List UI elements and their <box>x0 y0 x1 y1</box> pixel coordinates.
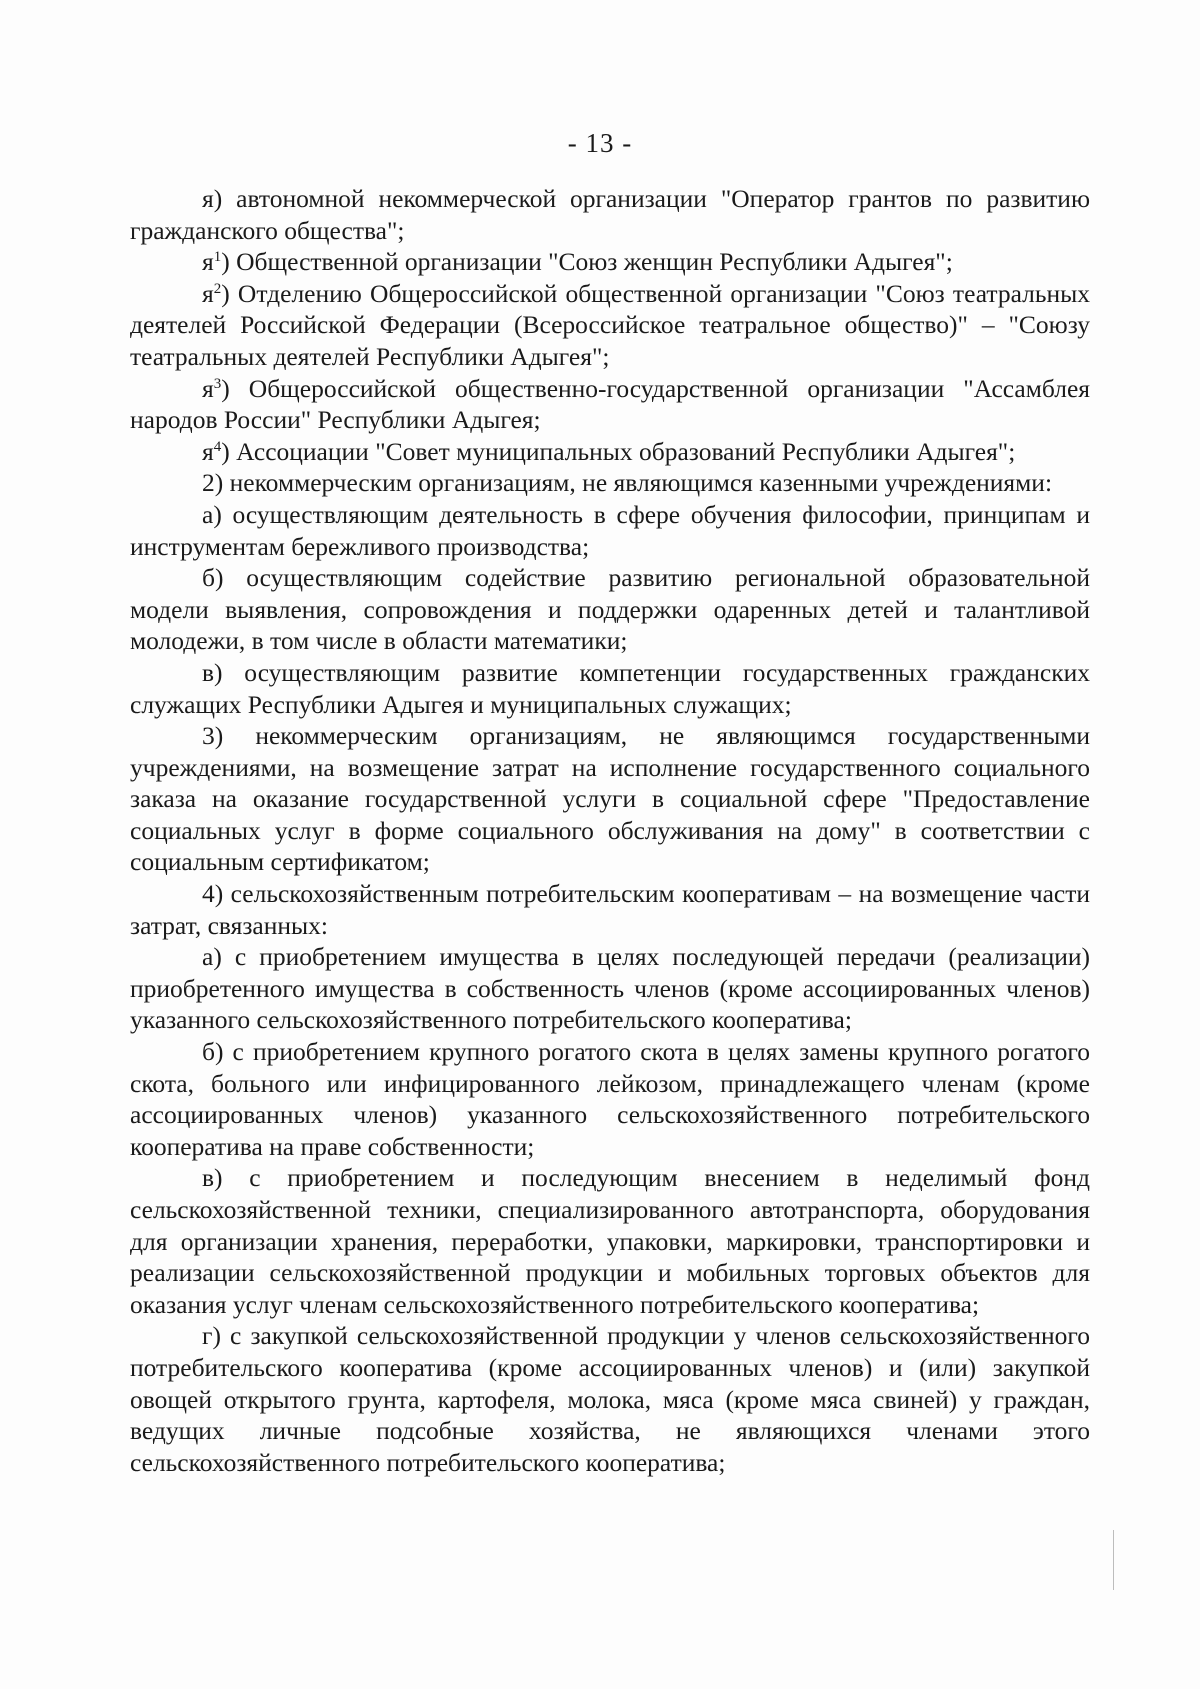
list-marker: я <box>202 278 214 308</box>
paragraph-2a <box>130 499 1090 562</box>
paragraph-text: с приобретением крупного рогатого скота в целях замены крупного рогатого скота, больного или инфицированного лейкозом, принадлежащего членам (кроме ассоциированных членов) указанного сельскохозяйственного потребительского кооператива на праве собственности; <box>130 1037 1090 1161</box>
paragraph-text: осуществляющим деятельность в сфере обучения философии, принципам и инструментам бережливого производства; <box>130 499 1090 561</box>
paragraph-text: с закупкой сельскохозяйственной продукции у членов сельскохозяйственного потребительского кооператива (кроме ассоциированных членов) и (или) закупкой овощей открытого грунта, картофеля, молока, мяса (кроме мяса свиней) у граждан, ведущих личные подсобные хозяйства, не являющихся членами этого сельскохозяйственного потребительского кооператива; <box>130 1321 1090 1477</box>
paragraph-ya <box>130 183 1090 246</box>
paragraph-2b <box>130 562 1090 657</box>
paragraph-2v <box>130 657 1090 720</box>
scan-edge-mark <box>1113 1530 1114 1590</box>
list-marker: я <box>202 373 214 403</box>
paragraph-text: ) Отделению Общероссийской общественной организации "Союз театральных деятелей Российской Федерации (Всероссийское театральное общество)" – "Союзу театральных деятелей Республики Адыгея"; <box>130 278 1090 371</box>
list-marker: б) <box>202 563 224 593</box>
paragraph-4g <box>130 1320 1090 1478</box>
paragraph-4v <box>130 1162 1090 1320</box>
page-number: - 13 - <box>567 128 633 158</box>
paragraph-text: некоммерческим организациям, не являющимся государственными учреждениями, на возмещение затрат на исполнение государственного социального заказа на оказание государственной услуги в социальной сфере "Предоставление социальных услуг в форме социального обслуживания на дому" в соответствии с социальным сертификатом; <box>130 721 1090 877</box>
paragraph-text: осуществляющим развитие компетенции государственных гражданских служащих Республики Адыгея и муниципальных служащих; <box>130 657 1090 719</box>
list-marker: а) <box>202 942 222 972</box>
document-body <box>130 183 1090 1478</box>
list-marker: 2) <box>202 468 224 498</box>
list-marker: я <box>202 436 214 466</box>
paragraph-ya2 <box>130 278 1090 373</box>
paragraph-text: ) Общероссийской общественно-государственной организации "Ассамблея народов России" Республики Адыгея; <box>130 373 1090 435</box>
paragraph-ya4 <box>130 436 1090 468</box>
list-marker: в) <box>202 1163 223 1193</box>
paragraph-4 <box>130 878 1090 941</box>
superscript-index: 3 <box>213 375 222 392</box>
list-marker: а) <box>202 499 222 529</box>
list-marker: 3) <box>202 721 224 751</box>
paragraph-2 <box>130 467 1090 499</box>
superscript-index: 4 <box>213 438 222 455</box>
paragraph-ya1 <box>130 246 1090 278</box>
superscript-index: 1 <box>213 249 222 266</box>
paragraph-ya3 <box>130 373 1090 436</box>
list-marker: я <box>202 247 214 277</box>
paragraph-text: сельскохозяйственным потребительским кооперативам – на возмещение части затрат, связанных: <box>130 879 1090 940</box>
list-marker: г) <box>202 1321 221 1351</box>
paragraph-text: ) Общественной организации "Союз женщин Республики Адыгея"; <box>221 247 953 277</box>
list-marker: б) <box>202 1037 224 1067</box>
paragraph-text: автономной некоммерческой организации "Оператор грантов по развитию гражданского общества"; <box>130 184 1090 245</box>
paragraph-text: с приобретением имущества в целях последующей передачи (реализации) приобретенного имущества в собственность членов (кроме ассоциированных членов) указанного сельскохозяйственного потребительского кооператива; <box>130 942 1090 1035</box>
list-marker: 4) <box>202 879 224 909</box>
superscript-index: 2 <box>213 280 222 297</box>
paragraph-text: некоммерческим организациям, не являющимся казенными учреждениями: <box>223 468 1053 498</box>
paragraph-text: ) Ассоциации "Совет муниципальных образований Республики Адыгея"; <box>221 436 1016 466</box>
paragraph-3 <box>130 720 1090 878</box>
paragraph-text: с приобретением и последующим внесением в неделимый фонд сельскохозяйственной техники, специализированного автотранспорта, оборудования для организации хранения, переработки, упаковки, маркировки, транспортировки и реализации сельскохозяйственной продукции и мобильных торговых объектов для оказания услуг членам сельскохозяйственного потребительского кооператива; <box>130 1163 1090 1319</box>
paragraph-text: осуществляющим содействие развитию региональной образовательной модели выявления, сопровождения и поддержки одаренных детей и талантливой молодежи, в том числе в области математики; <box>130 563 1090 656</box>
list-marker: я) <box>202 184 223 213</box>
paragraph-4a <box>130 941 1090 1036</box>
paragraph-4b <box>130 1036 1090 1162</box>
list-marker: в) <box>202 657 223 687</box>
